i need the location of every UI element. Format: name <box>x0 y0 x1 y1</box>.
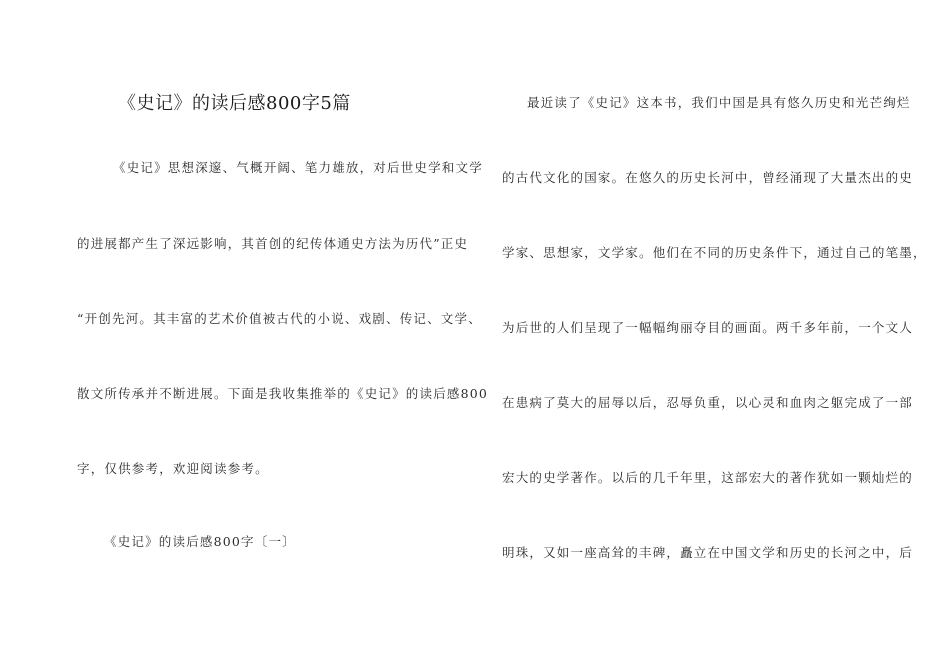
paragraph-line: 在患病了莫大的屈辱以后，忍辱负重，以心灵和血肉之躯完成了一部 <box>502 395 914 410</box>
section-heading: 《史记》的读后感800字〔一〕 <box>104 534 296 549</box>
paragraph-line: 《史记》思想深邃、气概开阔、笔力雄放，对后世史学和文学 <box>113 160 483 175</box>
paragraph-line: 明珠，又如一座高耸的丰碑，矗立在中国文学和历史的长河之中，后 <box>502 545 914 560</box>
paragraph-line: 最近读了《史记》这本书，我们中国是具有悠久历史和光芒绚烂 <box>527 95 911 110</box>
paragraph-line: 散文所传承并不断进展。下面是我收集推举的《史记》的读后感800 <box>77 386 489 401</box>
document-title: 《史记》的读后感800字5篇 <box>118 93 351 114</box>
paragraph-line: “开创先河。其丰富的艺术价值被古代的小说、戏剧、传记、文学、 <box>77 311 482 326</box>
paragraph-line: 的古代文化的国家。在悠久的历史长河中，曾经涌现了大量杰出的史 <box>502 170 914 185</box>
paragraph-line: 字，仅供参考，欢迎阅读参考。 <box>77 461 269 476</box>
paragraph-line: 宏大的史学著作。以后的几千年里，这部宏大的著作犹如一颗灿烂的 <box>502 470 914 485</box>
paragraph-line: 的进展都产生了深远影响，其首创的纪传体通史方法为历代”正史 <box>77 236 469 251</box>
paragraph-line: 学家、思想家，文学家。他们在不同的历史条件下，通过自己的笔墨， <box>502 245 927 260</box>
paragraph-line: 为后世的人们呈现了一幅幅绚丽夺目的画面。两千多年前，一个文人 <box>502 320 914 335</box>
